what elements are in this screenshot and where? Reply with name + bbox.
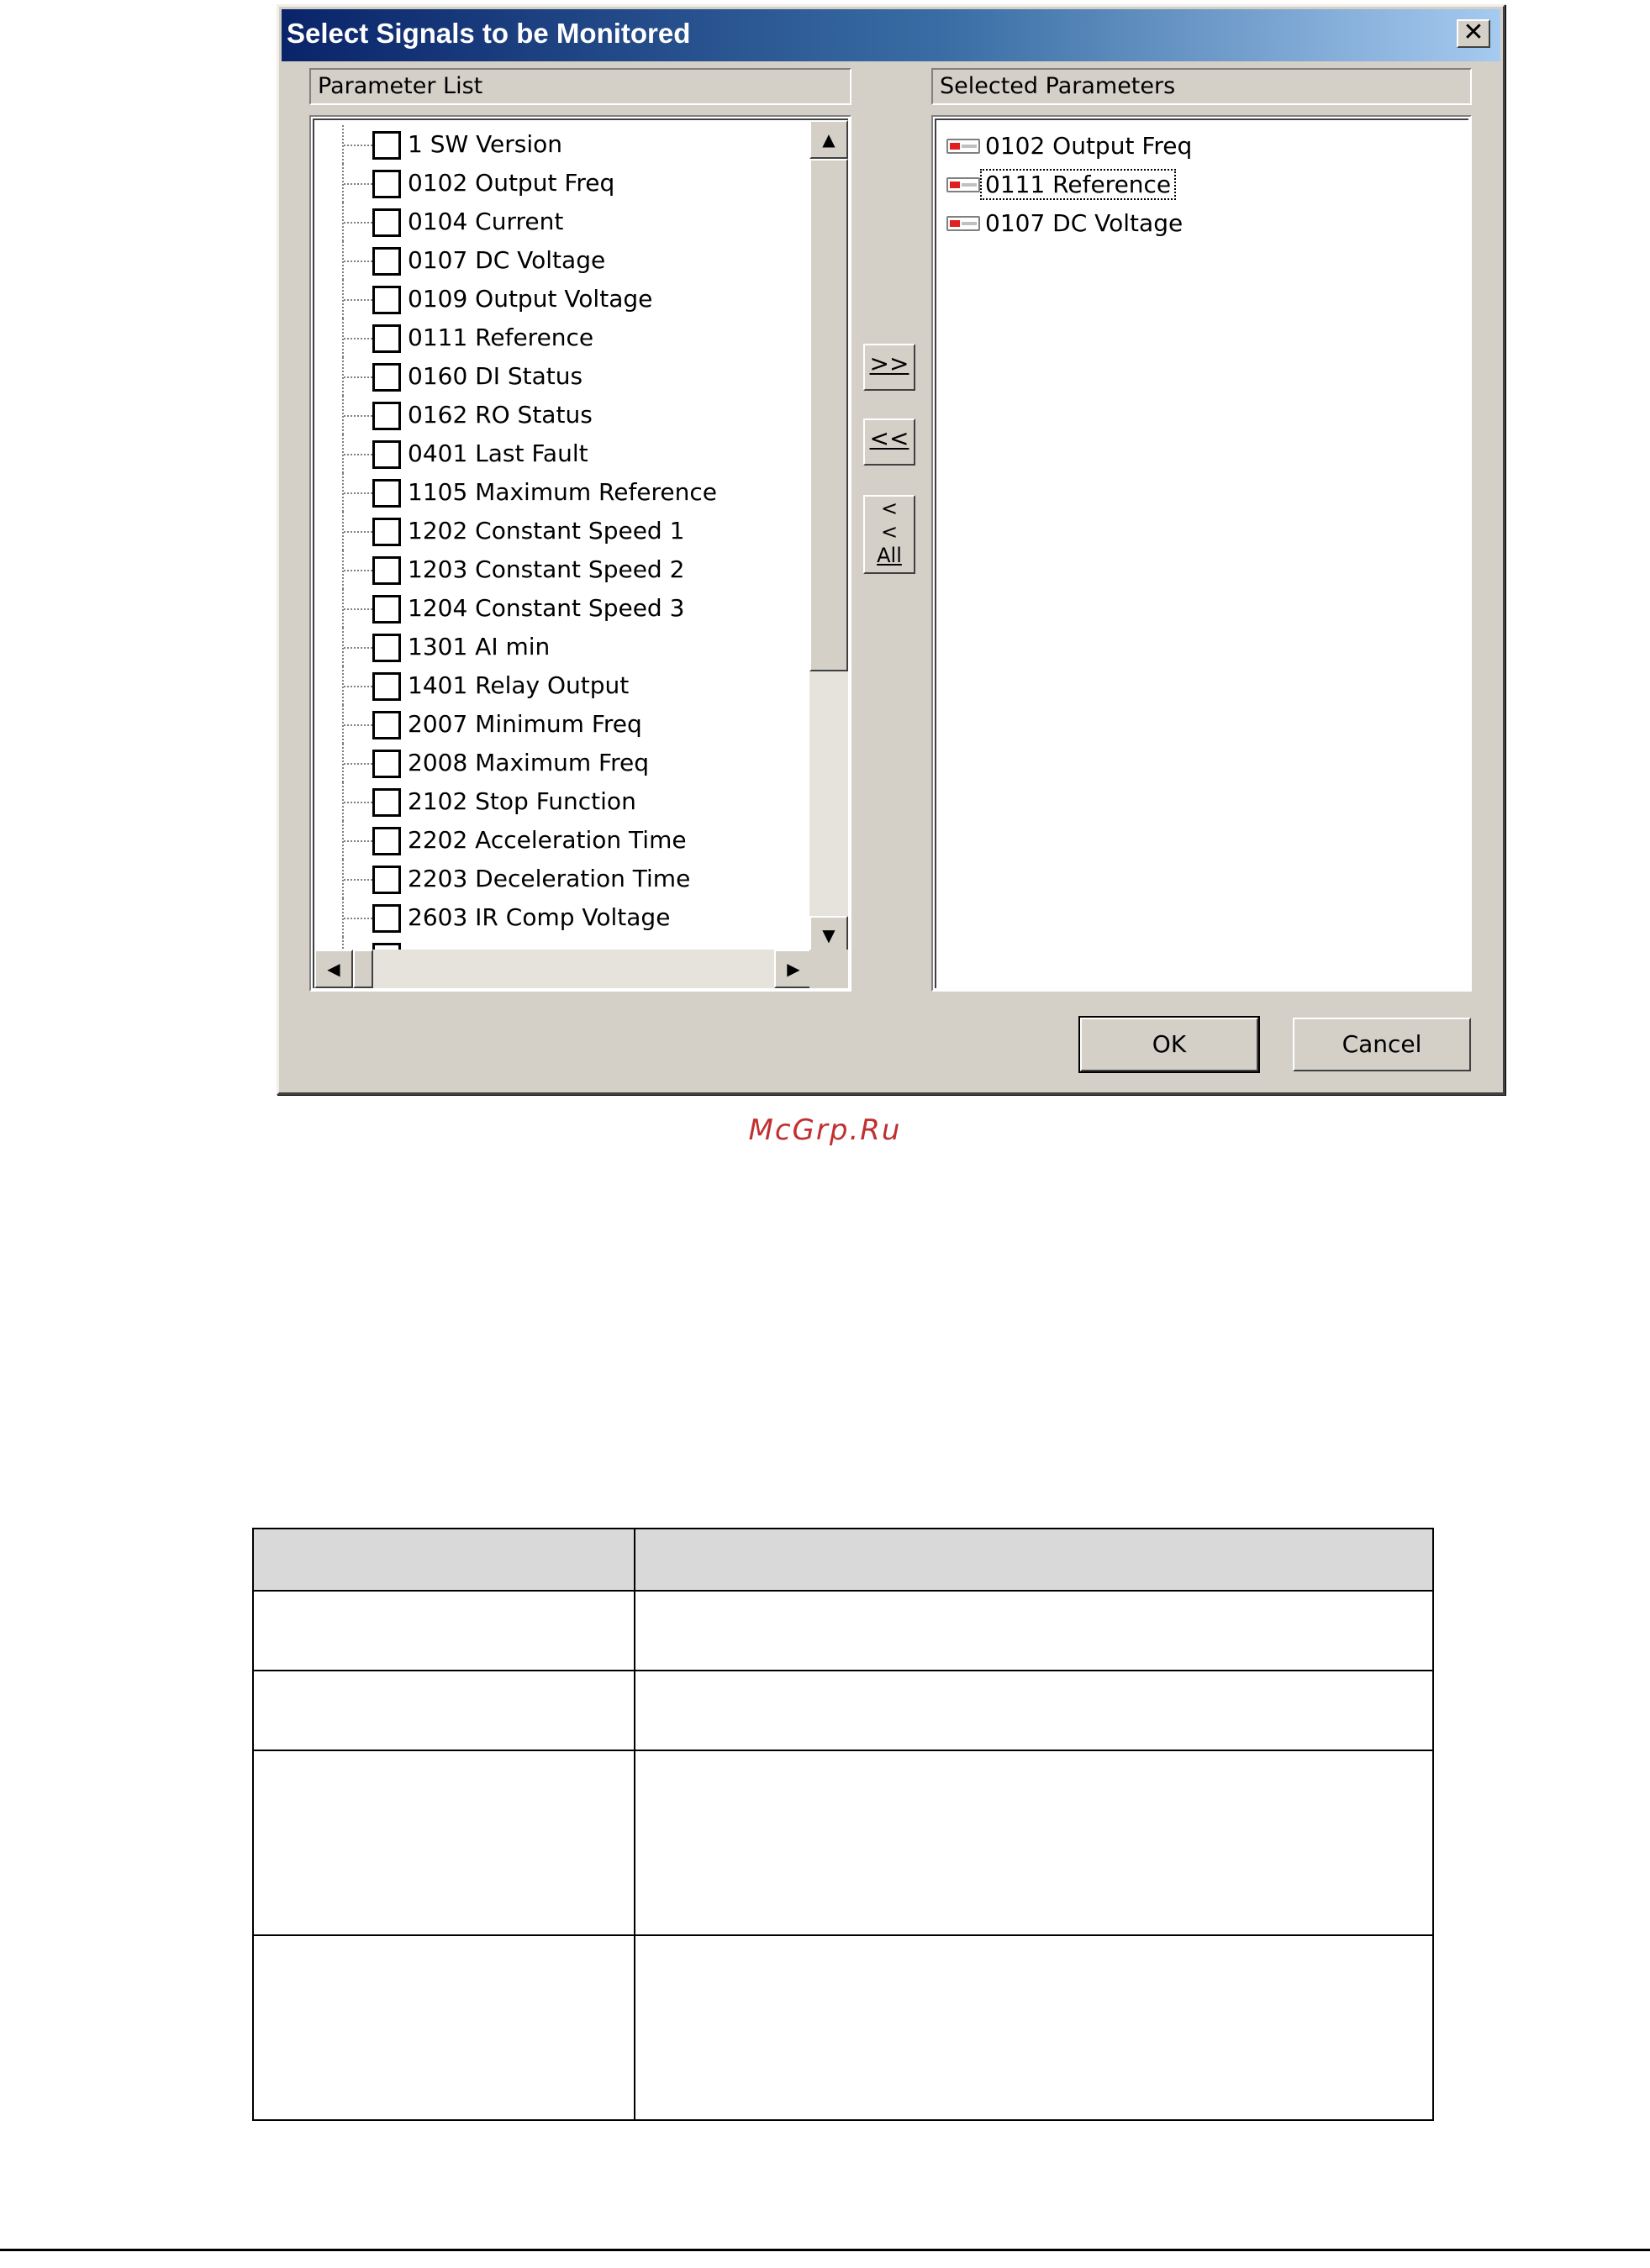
tree-item[interactable] <box>314 860 819 898</box>
parameter-list-viewport <box>313 118 848 988</box>
tree-item-label: 0401 Last Fault <box>408 439 588 467</box>
tree-line <box>344 260 372 262</box>
checkbox[interactable] <box>372 788 401 817</box>
tree-line <box>344 492 372 494</box>
checkbox[interactable] <box>372 170 401 198</box>
scrollbar-corner <box>809 950 848 988</box>
tree-line <box>344 299 372 301</box>
tree-item-label: 1301 AI min <box>408 633 551 660</box>
tree-item-label: 1105 Maximum Reference <box>408 478 718 506</box>
ok-button[interactable]: OK <box>1080 1018 1258 1071</box>
table-header-row <box>253 1529 1433 1591</box>
tree-item[interactable] <box>314 396 819 434</box>
checkbox[interactable] <box>372 440 401 469</box>
checkbox[interactable] <box>372 711 401 739</box>
selected-item-label: 0111 Reference <box>982 171 1174 198</box>
tree-item[interactable] <box>314 550 819 589</box>
remove-all-button[interactable] <box>863 495 915 574</box>
tree-item-label: 0111 Reference <box>408 324 594 351</box>
tree-item-label: 0160 DI Status <box>408 362 583 390</box>
parameter-signal-icon <box>946 139 980 154</box>
remove-all-label-line2: < <box>880 520 899 544</box>
tree-item-label: 2008 Maximum Freq <box>408 749 649 776</box>
table-row <box>253 1591 1433 1671</box>
table-header-cell <box>635 1529 1433 1591</box>
tree-line <box>344 570 372 571</box>
tree-item[interactable] <box>314 821 819 860</box>
tree-item[interactable] <box>314 434 819 473</box>
remove-all-label-line1: < <box>880 497 899 520</box>
checkbox[interactable] <box>372 750 401 778</box>
checkbox[interactable] <box>372 363 401 392</box>
tree-line <box>344 686 372 687</box>
tree-item-label: 1 SW Version <box>408 130 563 158</box>
tree-item-label: 1401 Relay Output <box>408 671 630 699</box>
selected-parameters-list[interactable] <box>931 115 1472 992</box>
document-table <box>252 1528 1434 2121</box>
tree-item[interactable] <box>314 241 819 280</box>
tree-item-label: 2603 IR Comp Voltage <box>408 903 671 931</box>
tree-item[interactable] <box>314 512 819 550</box>
cancel-button[interactable]: Cancel <box>1293 1018 1471 1071</box>
parameter-signal-icon <box>946 177 980 192</box>
parameter-signal-icon <box>946 216 980 231</box>
tree-line <box>344 183 372 185</box>
checkbox[interactable] <box>372 866 401 894</box>
tree-item-label: 2007 Minimum Freq <box>408 710 642 738</box>
checkbox[interactable] <box>372 518 401 546</box>
scroll-left-button[interactable] <box>314 950 353 988</box>
tree-item-label: 2202 Acceleration Time <box>408 826 687 854</box>
selected-item-label: 0107 DC Voltage <box>985 209 1183 237</box>
scroll-right-button[interactable] <box>774 950 813 988</box>
close-icon: ✕ <box>1463 18 1484 47</box>
horizontal-scrollbar[interactable] <box>314 950 813 988</box>
tree-item-label: 0104 Current <box>408 208 564 235</box>
checkbox[interactable] <box>372 324 401 353</box>
scroll-up-icon: ▲ <box>822 129 836 150</box>
table-cell <box>253 1671 635 1750</box>
tree-item-label: 0162 RO Status <box>408 401 593 429</box>
checkbox[interactable] <box>372 247 401 276</box>
tree-item[interactable] <box>314 705 819 744</box>
tree-item[interactable] <box>314 164 819 203</box>
scroll-up-button[interactable] <box>809 120 848 159</box>
tree-line <box>344 145 372 146</box>
watermark: McGrp.Ru <box>748 1113 902 1147</box>
tree-line <box>344 454 372 455</box>
table-cell <box>635 1591 1433 1671</box>
tree-item-label: 2102 Stop Function <box>408 787 636 815</box>
tree-item-label: 1203 Constant Speed 2 <box>408 555 685 583</box>
table-row <box>253 1750 1433 1935</box>
scroll-down-icon: ▼ <box>822 925 836 945</box>
vertical-scroll-thumb[interactable] <box>809 159 848 671</box>
tree-item[interactable] <box>314 280 819 318</box>
tree-line <box>344 531 372 533</box>
tree-item[interactable] <box>314 473 819 512</box>
remove-all-label-line3: All <box>877 544 902 567</box>
tree-line <box>344 608 372 610</box>
vertical-scrollbar[interactable] <box>809 120 848 955</box>
tree-item[interactable] <box>314 628 819 666</box>
page-bottom-rule <box>0 2249 1650 2251</box>
tree-line <box>344 724 372 726</box>
table-cell <box>253 1750 635 1935</box>
dialog-title: Select Signals to be Monitored <box>287 18 691 49</box>
selected-item-label: 0102 Output Freq <box>985 132 1193 160</box>
selected-parameters-viewport <box>935 118 1468 988</box>
close-button[interactable] <box>1457 19 1490 48</box>
tree-item-label: 1204 Constant Speed 3 <box>408 594 685 622</box>
checkbox[interactable] <box>372 208 401 237</box>
tree-item[interactable] <box>314 318 819 357</box>
tree-item[interactable] <box>314 589 819 628</box>
table-cell <box>635 1935 1433 2120</box>
checkbox[interactable] <box>372 595 401 624</box>
checkbox[interactable] <box>372 672 401 701</box>
remove-selected-button[interactable]: << <box>863 418 915 466</box>
scroll-left-icon: ◀ <box>327 959 340 979</box>
checkbox[interactable] <box>372 904 401 933</box>
tree-line <box>344 879 372 881</box>
tree-item[interactable] <box>314 782 819 821</box>
add-selected-button[interactable]: >> <box>863 344 915 391</box>
select-signals-dialog <box>277 4 1505 1095</box>
tree-item-label: 0109 Output Voltage <box>408 285 653 313</box>
tree-item-label: 0107 DC Voltage <box>408 246 606 274</box>
table-cell <box>253 1935 635 2120</box>
tree-line <box>344 376 372 378</box>
checkbox[interactable] <box>372 479 401 508</box>
tree-line <box>344 802 372 803</box>
scroll-right-icon: ▶ <box>787 959 800 979</box>
tree-line <box>344 338 372 339</box>
tree-item[interactable] <box>314 898 819 937</box>
tree-item[interactable] <box>314 125 819 164</box>
tree-item-label: 0102 Output Freq <box>408 169 615 197</box>
parameter-list-header: Parameter List <box>309 68 851 105</box>
table-header-cell <box>253 1529 635 1591</box>
tree-item[interactable] <box>314 357 819 396</box>
tree-item[interactable] <box>314 744 819 782</box>
tree-line <box>344 763 372 765</box>
tree-line <box>344 222 372 224</box>
table-cell <box>253 1591 635 1671</box>
checkbox[interactable] <box>372 634 401 662</box>
tree-line <box>344 647 372 649</box>
table-row <box>253 1935 1433 2120</box>
tree-line <box>344 415 372 417</box>
checkbox[interactable] <box>372 286 401 314</box>
checkbox[interactable] <box>372 402 401 430</box>
checkbox[interactable] <box>372 556 401 585</box>
checkbox[interactable] <box>372 827 401 855</box>
checkbox[interactable] <box>372 131 401 160</box>
tree-line <box>344 918 372 919</box>
tree-item[interactable] <box>314 666 819 705</box>
tree-item-label: 1202 Constant Speed 1 <box>408 517 685 545</box>
tree-item[interactable] <box>314 203 819 241</box>
table-row <box>253 1671 1433 1750</box>
tree-line <box>344 840 372 842</box>
selected-parameters-header: Selected Parameters <box>931 68 1472 105</box>
parameter-list-tree[interactable] <box>309 115 851 992</box>
table-cell <box>635 1671 1433 1750</box>
horizontal-scroll-thumb[interactable] <box>353 950 373 988</box>
table-cell <box>635 1750 1433 1935</box>
dialog-titlebar[interactable] <box>282 9 1500 61</box>
tree-item-label: 2203 Deceleration Time <box>408 865 691 892</box>
